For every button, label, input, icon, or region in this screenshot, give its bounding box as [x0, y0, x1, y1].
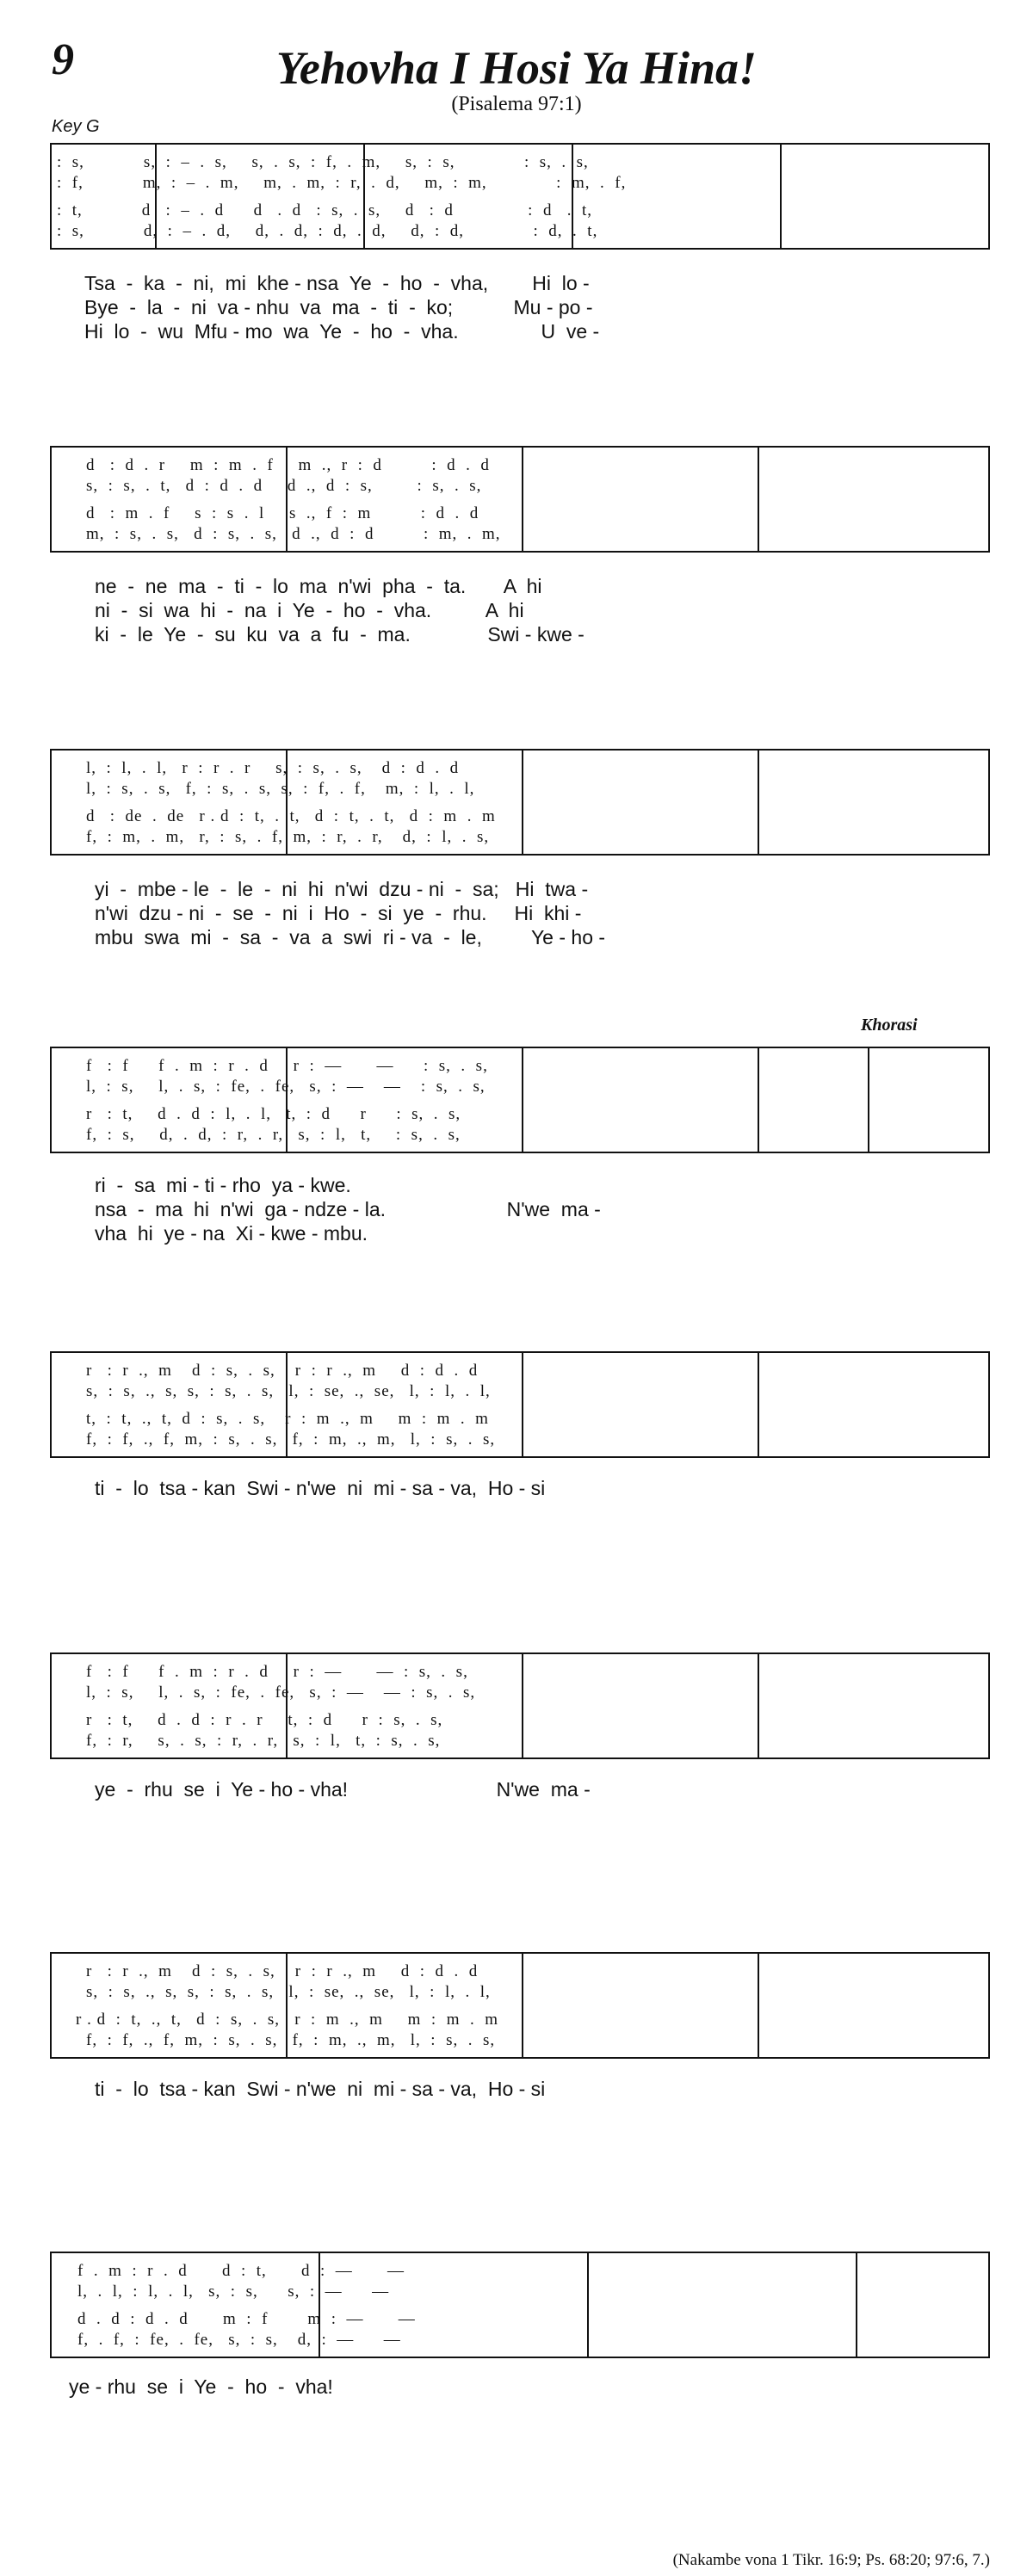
lyric-line: n'wi dzu - ni - se - ni i Ho - si ye - rhu. Hi khi - [95, 902, 582, 924]
lyrics-block-8 [50, 2375, 990, 2400]
lyric-line: ti - lo tsa - kan Swi - n'we ni mi - sa - va, Ho - si [95, 1477, 546, 1499]
lyric-line: mbu swa mi - sa - va a swi ri - va - le, Ye - ho - [95, 926, 606, 948]
music-system-5 [50, 1351, 990, 1458]
part-bass: f, : m, . m, r, : s, . f, m, : r, . r, d, : l, . s, [86, 828, 490, 846]
part-alto: s, : s, ., s, s, : s, . s, l, : se, ., se, l, : l, . l, [86, 1382, 491, 1400]
part-bass: f, . f, : fe, . fe, s, : s, d, : — — [77, 2331, 401, 2349]
part-alto: l, : s, l, . s, : fe, . fe, s, : — — : s, . s, [86, 1078, 486, 1096]
part-soprano: : s, s, : – . s, s, . s, : f, . m, s, : s, : s, . s, [57, 153, 589, 171]
part-alto: : f, m, : – . m, m, . m, : r, . d, m, : m, : m, . f, [57, 174, 627, 192]
lyric-line: Tsa - ka - ni, mi khe - nsa Ye - ho - vha, Hi lo - [84, 272, 590, 294]
music-system-6 [50, 1652, 990, 1759]
music-system-2 [50, 446, 990, 553]
part-bass: m, : s, . s, d : s, . s, d ., d : d : m, . m, [86, 525, 501, 543]
part-alto: l, . l, : l, . l, s, : s, s, : — — [77, 2283, 390, 2301]
part-alto: l, : s, l, . s, : fe, . fe, s, : — — : s, . s, [86, 1683, 476, 1702]
part-alto: l, : s, . s, f, : s, . s, s, : f, . f, m, : l, . l, [86, 780, 475, 798]
lyric-line: ti - lo tsa - kan Swi - n'we ni mi - sa - va, Ho - si [95, 2078, 546, 2100]
music-system-8 [50, 2252, 990, 2358]
lyric-line: yi - mbe - le - le - ni hi n'wi dzu - ni - sa; Hi twa - [95, 878, 589, 900]
part-alto: s, : s, ., s, s, : s, . s, l, : se, ., se, l, : l, . l, [86, 1983, 491, 2001]
part-bass: f, : s, d, . d, : r, . r, s, : l, t, : s, . s, [86, 1126, 461, 1144]
lyric-line: vha hi ye - na Xi - kwe - mbu. [95, 1222, 368, 1245]
scripture-footnote: (Nakambe vona 1 Tikr. 16:9; Ps. 68:20; 97:6, 7.) [672, 2551, 990, 2569]
lyric-line: ne - ne ma - ti - lo ma n'wi pha - ta. A hi [95, 575, 542, 597]
part-soprano: r : r ., m d : s, . s, r : r ., m d : d . d [86, 1362, 479, 1380]
part-tenor: d : m . f s : s . l s ., f : m : d . d [86, 504, 479, 522]
part-soprano: r : r ., m d : s, . s, r : r ., m d : d . d [86, 1962, 479, 1980]
part-tenor: r : t, d . d : l, . l, t, : d r : s, . s, [86, 1105, 461, 1123]
lyric-line: Bye - la - ni va - nhu va ma - ti - ko; Mu - po - [84, 296, 593, 318]
lyric-line: ye - rhu se i Ye - ho - vha! [69, 2375, 333, 2398]
lyric-line: nsa - ma hi n'wi ga - ndze - la. N'we ma - [95, 1198, 601, 1220]
part-bass: f, : f, ., f, m, : s, . s, f, : m, ., m, l, : s, . s, [86, 1430, 496, 1449]
hymn-title: Yehovha I Hosi Ya Hina! [275, 42, 758, 94]
music-system-4 [50, 1047, 990, 1153]
part-bass: f, : f, ., f, m, : s, . s, f, : m, ., m, l, : s, . s, [86, 2031, 496, 2049]
part-tenor: : t, d : – . d d . d : s, . s, d : d : d . t, [57, 201, 592, 219]
part-bass: : s, d, : – . d, d, . d, : d, . d, d, : d, : d, . t, [57, 222, 598, 240]
part-soprano: d : d . r m : m . f m ., r : d : d . d [86, 456, 490, 474]
part-tenor: r . d : t, ., t, d : s, . s, r : m ., m m : m . m [76, 2011, 499, 2029]
part-soprano: f : f f . m : r . d r : — — : s, . s, [86, 1663, 468, 1681]
lyric-line: ni - si wa hi - na i Ye - ho - vha. A hi [95, 599, 524, 621]
lyrics-block-5 [50, 1477, 990, 1501]
part-alto: s, : s, . t, d : d . d d ., d : s, : s, . s, [86, 477, 482, 495]
lyrics-block-7 [50, 2078, 990, 2102]
hymn-subtitle: (Pisalema 97:1) [451, 93, 582, 115]
lyrics-block-6 [50, 1778, 990, 1802]
part-tenor: t, : t, ., t, d : s, . s, r : m ., m m : m . m [86, 1410, 489, 1428]
music-system-1 [50, 143, 990, 250]
lyric-line: Hi lo - wu Mfu - mo wa Ye - ho - vha. U ve - [84, 320, 600, 343]
music-system-7 [50, 1952, 990, 2059]
music-system-3 [50, 749, 990, 856]
lyric-line: ki - le Ye - su ku va a fu - ma. Swi - kwe - [95, 623, 585, 646]
part-soprano: f : f f . m : r . d r : — — : s, . s, [86, 1057, 488, 1075]
lyrics-block-1 [50, 272, 990, 344]
part-tenor: d . d : d . d m : f m : — — [77, 2310, 416, 2328]
lyric-line: ye - rhu se i Ye - ho - vha! N'we ma - [95, 1778, 591, 1801]
part-soprano: l, : l, . l, r : r . r s, : s, . s, d : d . d [86, 759, 460, 777]
key-label: Key G [52, 117, 100, 136]
lyrics-block-4 [50, 1174, 990, 1246]
part-tenor: d : de . de r . d : t, . t, d : t, . t, d : m . m [86, 807, 496, 825]
lyric-line: ri - sa mi - ti - rho ya - kwe. [95, 1174, 351, 1196]
lyrics-block-3 [50, 878, 990, 950]
part-soprano: f . m : r . d d : t, d : — — [77, 2262, 405, 2280]
part-bass: f, : r, s, . s, : r, . r, s, : l, t, : s, . s, [86, 1732, 441, 1750]
lyrics-block-2 [50, 575, 990, 647]
chorus-label: Khorasi [861, 1016, 918, 1035]
part-tenor: r : t, d . d : r . r t, : d r : s, . s, [86, 1711, 443, 1729]
hymn-number: 9 [52, 35, 74, 84]
